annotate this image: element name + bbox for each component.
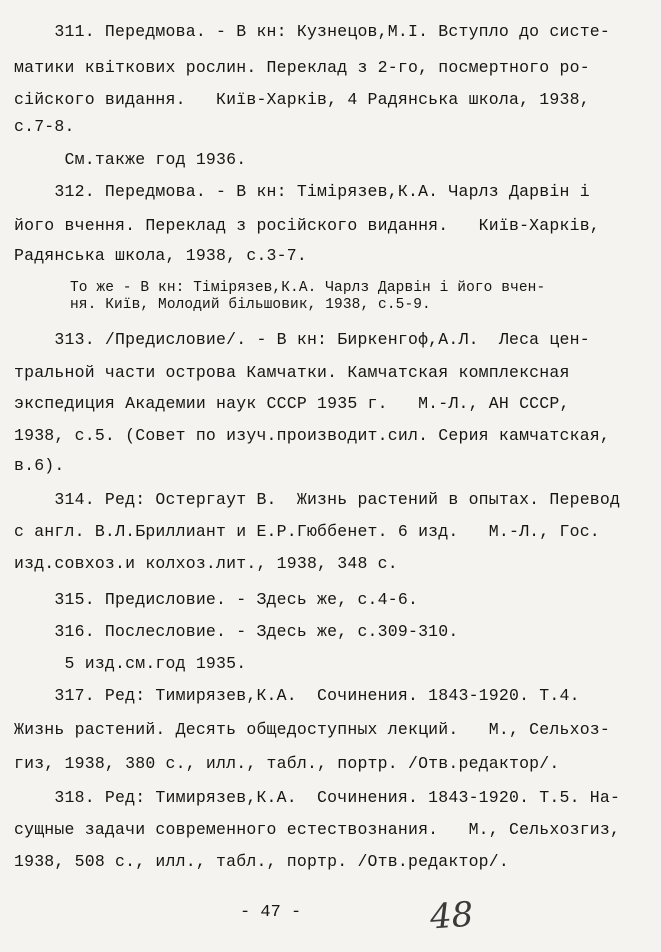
text-line: 1938, с.5. (Совет по изуч.производит.сил. Серия камчатская, <box>14 426 610 445</box>
handwritten-page-number: 48 <box>428 894 475 938</box>
page-number: - 47 - <box>240 903 302 922</box>
text-line: гиз, 1938, 380 с., илл., табл., портр. /Отв.редактор/. <box>14 754 560 773</box>
text-line: тральной части острова Камчатки. Камчатская комплексная <box>14 363 570 382</box>
text-line: Радянська школа, 1938, с.3-7. <box>14 246 307 265</box>
text-line: 318. Ред: Тимирязев,К.А. Сочинения. 1843-1920. Т.5. На- <box>14 788 621 807</box>
text-line: 315. Предисловие. - Здесь же, с.4-6. <box>14 590 419 609</box>
text-line: экспедиция Академии наук СССР 1935 г. М.-Л., АН СССР, <box>14 394 570 413</box>
text-line: Жизнь растений. Десять общедоступных лекций. М., Сельхоз- <box>14 720 610 739</box>
text-line: См.также год 1936. <box>14 150 247 169</box>
text-line: 313. /Предисловие/. - В кн: Биркенгоф,А.Л. Леса цен- <box>14 330 590 349</box>
text-line: в.6). <box>14 456 65 475</box>
text-line: його вчення. Переклад з російского видання. Київ-Харків, <box>14 216 600 235</box>
text-line: ня. Київ, Молодий більшовик, 1938, с.5-9. <box>70 297 431 313</box>
text-line: с англ. В.Л.Бриллиант и Е.Р.Гюббенет. 6 изд. М.-Л., Гос. <box>14 522 600 541</box>
text-line: 1938, 508 с., илл., табл., портр. /Отв.редактор/. <box>14 852 509 871</box>
text-line: 5 изд.см.год 1935. <box>14 654 247 673</box>
text-line: 316. Послесловие. - Здесь же, с.309-310. <box>14 622 459 641</box>
text-line: сійского видання. Київ-Харків, 4 Радянська школа, 1938, <box>14 90 590 109</box>
text-line: 314. Ред: Остергаут В. Жизнь растений в опытах. Перевод <box>14 490 621 509</box>
text-line: изд.совхоз.и колхоз.лит., 1938, 348 с. <box>14 554 398 573</box>
text-line: матики квіткових рослин. Переклад з 2-го, посмертного ро- <box>14 58 590 77</box>
text-line: с.7-8. <box>14 117 75 136</box>
text-line: 317. Ред: Тимирязев,К.А. Сочинения. 1843-1920. Т.4. <box>14 686 580 705</box>
text-line: То же - В кн: Тімірязев,К.А. Чарлз Дарвін і його вчен- <box>70 280 546 296</box>
text-line: 311. Передмова. - В кн: Кузнецов,М.І. Вступло до систе- <box>14 22 610 41</box>
text-line: 312. Передмова. - В кн: Тімірязев,К.А. Чарлз Дарвін і <box>14 182 590 201</box>
text-line: сущные задачи современного естествознания. М., Сельхозгиз, <box>14 820 621 839</box>
